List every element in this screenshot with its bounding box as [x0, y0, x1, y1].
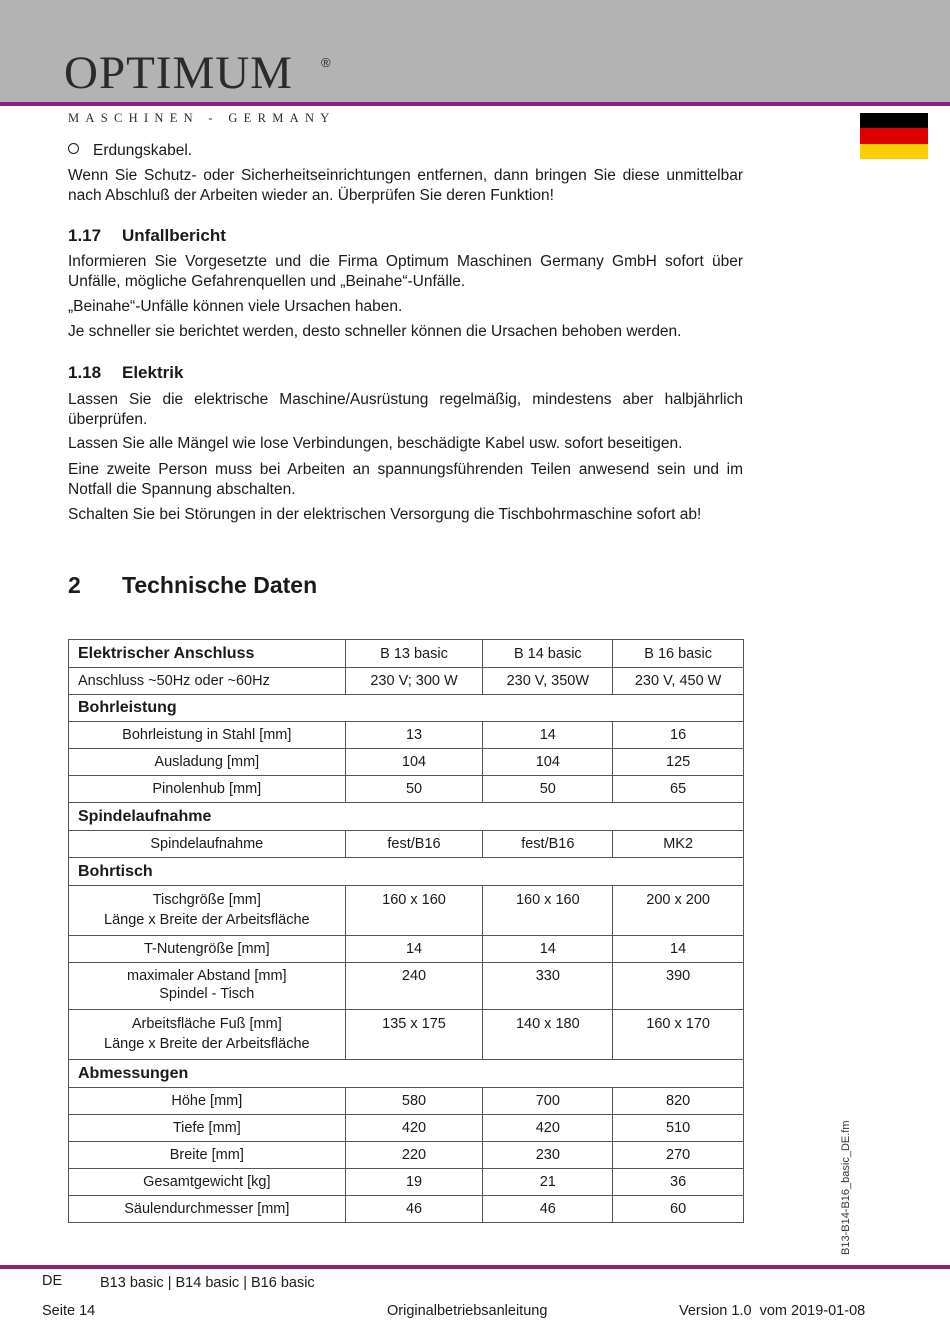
cell: 270 — [613, 1142, 744, 1169]
paragraph: Lassen Sie die elektrische Maschine/Ausrüstung regelmäßig, mindestens aber halbjährlich überprüfen. — [68, 391, 743, 428]
row-label-line: Tischgröße [mm] — [152, 892, 261, 908]
cell: 390 — [613, 963, 744, 1010]
cell: 14 — [345, 936, 483, 963]
cell: 36 — [613, 1169, 744, 1196]
table-row — [69, 1115, 744, 1142]
cell: 230 V; 300 W — [345, 668, 483, 695]
cell: 240 — [345, 963, 483, 1010]
cell: 60 — [613, 1196, 744, 1223]
table-row — [69, 1010, 744, 1060]
table-row — [69, 831, 744, 858]
section-title: Unfallbericht — [122, 226, 226, 245]
table-header-label: Elektrischer Anschluss — [69, 640, 346, 668]
cell: 420 — [483, 1115, 613, 1142]
cell: 330 — [483, 963, 613, 1010]
section-label: Spindelaufnahme — [69, 803, 744, 831]
footer-models: B13 basic | B14 basic | B16 basic — [100, 1275, 315, 1291]
footer-divider — [0, 1265, 950, 1269]
chapter-number: 2 — [68, 572, 81, 598]
cell: 65 — [613, 776, 744, 803]
section-label: Bohrleistung — [69, 695, 744, 722]
cell: 125 — [613, 749, 744, 776]
cell: 820 — [613, 1088, 744, 1115]
brand-tagline: MASCHINEN - GERMANY — [68, 111, 336, 125]
table-row — [69, 936, 744, 963]
cell: 14 — [483, 722, 613, 749]
brand-logo: OPTIMUM — [64, 47, 293, 99]
section-row — [69, 695, 744, 722]
section-row — [69, 1060, 744, 1088]
paragraph: Eine zweite Person muss bei Arbeiten an spannungsführenden Teilen anwesend sein und im Notfall die Spannung abschalten. — [68, 461, 743, 498]
cell: 510 — [613, 1115, 744, 1142]
row-label: Bohrleistung in Stahl [mm] — [69, 722, 346, 749]
section-number: 1.17 — [68, 226, 102, 245]
table-row — [69, 1088, 744, 1115]
section-label: Bohrtisch — [69, 858, 744, 886]
footer-language: DE — [42, 1273, 63, 1289]
cell: 230 — [483, 1142, 613, 1169]
row-label — [69, 1010, 346, 1060]
paragraph: Schalten Sie bei Störungen in der elektrischen Versorgung die Tischbohrmaschine sofort ab! — [68, 506, 702, 523]
cell: 46 — [345, 1196, 483, 1223]
paragraph: Je schneller sie berichtet werden, desto schneller können die Ursachen behoben werden. — [68, 323, 682, 340]
file-name-label: B13-B14-B16_basic_DE.fm — [840, 1120, 852, 1255]
cell: 50 — [483, 776, 613, 803]
table-row — [69, 963, 744, 1010]
model-header: B 13 basic — [345, 640, 483, 668]
cell: 16 — [613, 722, 744, 749]
table-row — [69, 1142, 744, 1169]
cell: 13 — [345, 722, 483, 749]
row-label: Gesamtgewicht [kg] — [69, 1169, 346, 1196]
cell: 230 V, 350W — [483, 668, 613, 695]
row-label: Ausladung [mm] — [69, 749, 346, 776]
row-label-line: maximaler Abstand [mm] — [127, 968, 287, 984]
row-label: Anschluss ~50Hz oder ~60Hz — [69, 668, 346, 695]
row-label: Spindelaufnahme — [69, 831, 346, 858]
chapter-title: Technische Daten — [122, 572, 318, 598]
cell: 14 — [483, 936, 613, 963]
row-label: Breite [mm] — [69, 1142, 346, 1169]
cell: 220 — [345, 1142, 483, 1169]
list-item — [68, 141, 192, 161]
german-flag-icon — [860, 113, 928, 159]
row-label — [69, 963, 346, 1010]
row-label-line: Arbeitsfläche Fuß [mm] — [131, 1016, 282, 1032]
cell: 21 — [483, 1169, 613, 1196]
cell: 700 — [483, 1088, 613, 1115]
cell: MK2 — [613, 831, 744, 858]
model-header: B 14 basic — [483, 640, 613, 668]
section-row — [69, 803, 744, 831]
document-version: Version 1.0 vom 2019-01-08 — [679, 1303, 866, 1319]
cell: fest/B16 — [483, 831, 613, 858]
document-type: Originalbetriebsanleitung — [387, 1303, 548, 1319]
cell: 140 x 180 — [483, 1010, 613, 1060]
cell: 580 — [345, 1088, 483, 1115]
section-row — [69, 858, 744, 886]
cell: 230 V, 450 W — [613, 668, 744, 695]
page-number: Seite 14 — [42, 1303, 96, 1319]
technical-data-table — [68, 639, 744, 1223]
cell: 46 — [483, 1196, 613, 1223]
table-row — [69, 749, 744, 776]
cell: 19 — [345, 1169, 483, 1196]
table-row — [69, 776, 744, 803]
table-row — [69, 722, 744, 749]
table-row — [69, 668, 744, 695]
paragraph: Lassen Sie alle Mängel wie lose Verbindungen, beschädigte Kabel usw. sofort beseitigen. — [68, 435, 683, 452]
paragraph: Wenn Sie Schutz- oder Sicherheitseinrichtungen entfernen, dann bringen Sie diese unmittelbar nach Abschluß der Arbeiten wieder an. Überprüfen Sie deren Funktion! — [68, 167, 743, 204]
row-label — [69, 886, 346, 936]
table-row — [69, 886, 744, 936]
row-label: Pinolenhub [mm] — [69, 776, 346, 803]
section-label: Abmessungen — [69, 1060, 744, 1088]
row-label: T-Nutengröße [mm] — [69, 936, 346, 963]
row-label: Tiefe [mm] — [69, 1115, 346, 1142]
registered-mark: ® — [321, 55, 331, 70]
cell: 200 x 200 — [613, 886, 744, 936]
row-label-line: Länge x Breite der Arbeitsfläche — [104, 1036, 310, 1052]
cell: 50 — [345, 776, 483, 803]
cell: 135 x 175 — [345, 1010, 483, 1060]
paragraph: „Beinahe“-Unfälle können viele Ursachen haben. — [68, 298, 403, 315]
list-item-text: Erdungskabel. — [93, 142, 193, 159]
section-heading-1-18 — [68, 363, 183, 383]
bullet-icon — [68, 143, 79, 154]
cell: fest/B16 — [345, 831, 483, 858]
row-label: Höhe [mm] — [69, 1088, 346, 1115]
section-number: 1.18 — [68, 363, 102, 382]
cell: 104 — [345, 749, 483, 776]
cell: 160 x 170 — [613, 1010, 744, 1060]
model-header: B 16 basic — [613, 640, 744, 668]
row-label-line: Länge x Breite der Arbeitsfläche — [104, 912, 310, 928]
cell: 104 — [483, 749, 613, 776]
row-label: Säulendurchmesser [mm] — [69, 1196, 346, 1223]
row-label-line: Spindel - Tisch — [159, 986, 255, 1002]
section-heading-1-17 — [68, 226, 226, 246]
header-divider — [0, 102, 950, 106]
paragraph: Informieren Sie Vorgesetzte und die Firma Optimum Maschinen Germany GmbH sofort über Unfälle, mögliche Gefahrenquellen und „Beinahe“-Unfälle. — [68, 253, 743, 290]
table-row — [69, 1196, 744, 1223]
section-title: Elektrik — [122, 363, 184, 382]
cell: 420 — [345, 1115, 483, 1142]
table-header-row — [69, 640, 744, 668]
table-row — [69, 1169, 744, 1196]
cell: 160 x 160 — [345, 886, 483, 936]
chapter-heading — [68, 571, 317, 599]
cell: 14 — [613, 936, 744, 963]
cell: 160 x 160 — [483, 886, 613, 936]
